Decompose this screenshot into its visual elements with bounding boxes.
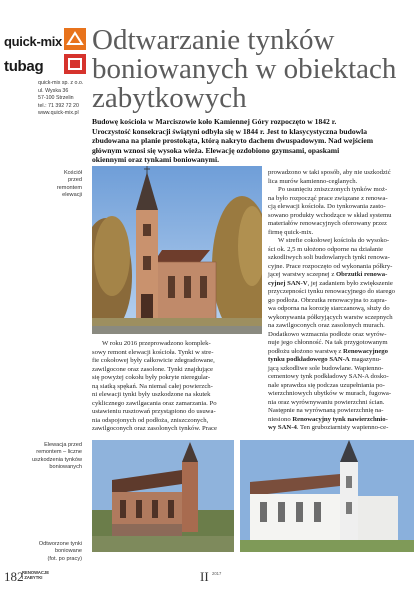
paragraph-line: go podłoża. Obrzutka renowacyjna to zapra- xyxy=(268,296,387,304)
paragraph-line: sowano produkty wchodzące w skład systemu xyxy=(268,211,392,219)
paragraph-line: się powyżej cokołu były pokryte nieregular- xyxy=(92,374,211,381)
paragraph-line: zawilgocone oraz zasolone. Tynki znajdujące xyxy=(92,365,214,373)
lead-line: zbudowana na planie prostokąta, którą nakryto dachem dwuspadowym. Nad wejściem xyxy=(92,136,374,146)
paragraph-line: na zawilgoconych oraz zasolonych murach. xyxy=(268,322,385,329)
paragraph-line: Następnie na wyrównaną powierzchnię na- xyxy=(268,407,384,414)
paragraph-line: prowadzono w taki sposób, aby nie uszkodzić xyxy=(268,169,391,176)
paragraph-line: nia oraz wyrównywaniu powierzchni ścian. xyxy=(268,398,385,406)
paragraph-line: tynku podkładowego SAN-A magazynu- xyxy=(268,356,382,363)
company-street: ul. Wyska 36 xyxy=(38,87,69,94)
paragraph-line: ustawieniu rusztowań przystąpiono do usuwa- xyxy=(92,408,216,415)
church-photo-caption: Kościół przed remontem elewacji xyxy=(56,170,82,199)
article-lead xyxy=(92,117,402,165)
lead-line: głównym wznosi się wysoka wieża. Elewację ozdobiono gzymsami, opaskami xyxy=(92,145,340,155)
company-city: 57-100 Strzelin xyxy=(38,95,74,102)
church-after-photo xyxy=(240,440,414,552)
lead-line: Uroczystość konsekracji świątyni odbyła się w 1844 r. Jest to klasycystyczna budowla xyxy=(92,126,368,136)
title-line: zabytkowych xyxy=(92,82,247,114)
paragraph-line: szkodliwych soli budowlanych tynki renowa- xyxy=(268,254,390,261)
paragraph-line: na było rozpocząć prace związane z renowa- xyxy=(268,194,388,202)
quick-mix-logo-mark xyxy=(64,28,86,50)
issue-number: II xyxy=(200,569,209,584)
paragraph-line: ni elewacji tynki były uszkodzone na skutek xyxy=(92,391,211,398)
paragraph-line: W roku 2016 przeprowadzono komplek- xyxy=(102,340,211,347)
article-title xyxy=(92,26,412,113)
paragraph-line: podłożu ułożono warstwę z Renowacyjnego xyxy=(268,347,388,355)
paragraph-line: firmę quick-mix. xyxy=(268,228,314,236)
paragraph-line: sowy remont elewacji kościoła. Tynki w stre- xyxy=(92,348,214,356)
quick-mix-logo-text: quick-mix xyxy=(4,34,62,49)
paragraph-line: ną siatką spękań. Na niemal całej powierzch- xyxy=(92,382,213,390)
text-column-right xyxy=(268,169,414,433)
paragraph-line: nale sprawdza się podczas uzupełniania po- xyxy=(268,381,385,389)
issue-year: 2017 xyxy=(212,571,222,576)
paragraph-line: ści ok. 2,5 m ułożono odporne na działanie xyxy=(268,245,383,253)
paragraph-line: nia odspojonych od podłoża, zniszczonych, xyxy=(92,416,209,424)
paragraph-line: wy SAN-4. Ten gruboziarnisty wapienno-ce- xyxy=(268,424,389,431)
paragraph-line: Dodatkowo wzmacnia podłoże oraz wyrów- xyxy=(268,330,387,338)
magazine-name: RENOWACJE I ZABYTKI xyxy=(22,570,49,580)
paragraph-line: wykonywania półkryjących warstw sczepnych xyxy=(268,313,393,321)
paragraph-line: zawilgoconych oraz zasolonych tynków. Prace xyxy=(92,425,217,432)
paragraph-line: nuje jego chłonność. Na tak przygotowanym xyxy=(268,339,388,346)
paragraph-line: cyklicznego zawilgacania oraz zamarzania. Po xyxy=(92,399,217,407)
lead-line: Budowę kościoła w Marciszowie koło Kamiennej Góry rozpoczęto w 1842 r. xyxy=(92,117,337,126)
title-line: boniowanych w obiektach xyxy=(92,53,397,85)
company-name: quick-mix sp. z o.o. xyxy=(38,80,84,86)
tubag-logo-mark xyxy=(64,54,86,74)
paragraph-line: niesiono Renowacyjny tynk nawierzchnio- xyxy=(268,415,388,423)
paragraph-line: cementowy tynk podkładowy SAN-A dosko- xyxy=(268,373,389,380)
paragraph-line: lica murów kamienno-ceglanych. xyxy=(268,177,358,185)
text-column-left xyxy=(92,340,252,434)
paragraph-line: cją elewacji kościoła. Do tynkowania zasto- xyxy=(268,203,386,210)
lead-line: okiennymi oraz tynkami boniowanymi. xyxy=(92,155,219,165)
company-phone: tel.: 71 392 72 20 xyxy=(38,102,79,109)
title-line: Odtwarzanie tynków xyxy=(92,24,335,56)
company-info xyxy=(38,80,88,118)
tubag-logo-text: tubag xyxy=(4,58,44,75)
paragraph-line: cyjne. Prace rozpoczęto od wykonania półkry- xyxy=(268,262,393,270)
paragraph-line: przyczepności tynku renowacyjnego do starego xyxy=(268,288,396,295)
paragraph-line: jącej warstwy sczepnej z Obrzutki renowa- xyxy=(268,271,388,278)
company-website: www.quick-mix.pl xyxy=(38,110,79,117)
paragraph-line: W strefie cokołowej kościoła do wysoko- xyxy=(278,237,390,244)
before-photo-caption: Elewacja przed remontem – liczne uszkodzenia tynków boniowanych xyxy=(31,442,82,471)
page-number: 182 xyxy=(4,569,24,584)
paragraph-line: jącą szkodliwe sole budowlane. Wapienno- xyxy=(268,364,384,372)
paragraph-line: cyjnej SAN-V, jej zadaniem było zwiększenie xyxy=(268,279,393,287)
after-photo-caption: Odtworzone tynki boniowane (fot. po pracy) xyxy=(38,541,82,562)
paragraph-line: Po usunięciu zniszczonych tynków moż- xyxy=(278,186,388,193)
paragraph-line: materiałów renowacyjnych oferowany przez xyxy=(268,220,388,227)
church-photo xyxy=(92,166,262,334)
paragraph-line: wa odporna na korozję siarczanową, służy do xyxy=(268,305,390,312)
church-before-photo xyxy=(92,440,234,552)
paragraph-line: wierzchniowych ubytków w murach, fugowa- xyxy=(268,390,392,397)
paragraph-line: fie cokołowej były całkowicie zdegradowane, xyxy=(92,357,215,364)
